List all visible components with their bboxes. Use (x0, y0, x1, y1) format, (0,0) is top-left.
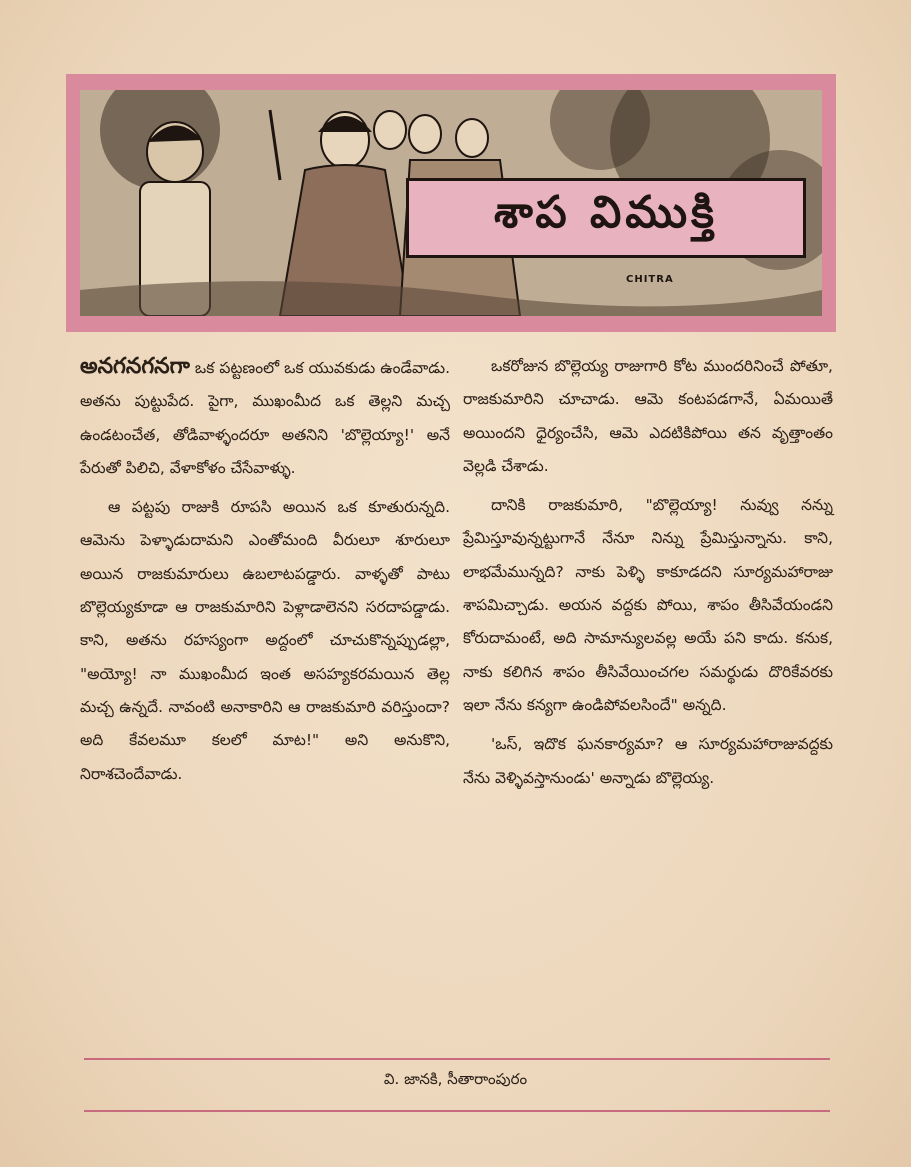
paragraph-text: దానికి రాజకుమారి, "బొల్లెయ్యా! నువ్వు నన్ను ప్రేమిస్తూవున్నట్టుగానే నేనూ నిన్ను ప్రేమిస్తున్నాను. కాని, లాభమేమున్నది? నాకు పెళ్ళి కాకూడదని సూర్యమహారాజు శాపమిచ్చాడు. అయన వద్దకు పోయి, శాపం తీసివేయండని కోరుదామంటే, అది సామాన్యులవల్ల అయే పని కాదు. కనుక, నాకు కలిగిన శాపం తీసివేయించగల సమర్థుడు దొరికేవరకు ఇలా నేను కన్యగా ఉండిపోవలసిందే" అన్నది. (463, 496, 833, 714)
paragraph (80, 350, 450, 485)
story-header-banner (66, 74, 836, 332)
right-column (463, 350, 833, 801)
paragraph-text: ఒక పట్టణంలో ఒక యువకుడు ఉండేవాడు. అతను పుట్టుపేద. పైగా, ముఖంమీద ఒక తెల్లని మచ్చ ఉండటంచేత, తోడివాళ్ళందరూ అతనిని 'బొల్లెయ్యా!' అనే పేరుతో పిలిచి, వేళాకోళం చేసేవాళ్ళు. (80, 359, 450, 477)
paragraph-text: ఒకరోజున బొల్లెయ్య రాజుగారి కోట ముందరినించే పోతూ, రాజకుమారిని చూచాడు. ఆమె కంటపడగానే, ఏమయితే అయిందని ధైర్యంచేసి, ఆమె ఎదటికిపోయి తన వృత్తాంతం వెల్లడి చేశాడు. (463, 357, 833, 475)
paragraph-text: ఆ పట్టపు రాజుకి రూపసి అయిన ఒక కూతురున్నది. ఆమెను పెళ్ళాడుదామని ఎంతోమంది వీరులూ శూరులూ అయిన రాజకుమారులు ఉబలాటపడ్డారు. వాళ్ళతో పాటు బొల్లెయ్యకూడా ఆ రాజకుమారిని పెళ్లాడాలెనని సరదాపడ్డాడు. కాని, అతను రహస్యంగా అద్దంలో చూచుకొన్నప్పుడల్లా, "అయ్యో! నా ముఖంమీద ఇంత అసహ్యకరమయిన తెల్ల మచ్చ ఉన్నదే. నావంటి అనాకారిని ఆ రాజకుమారి వరిస్తుందా? అది కేవలమూ కలలో మాట!" అని అనుకొని, నిరాశచెందేవాడు. (80, 498, 450, 783)
opening-word: అనగనగనగా (80, 353, 190, 379)
story-title-box (406, 178, 806, 258)
paragraph (463, 728, 833, 795)
story-title: శాప విముక్తి (493, 187, 719, 238)
left-column (80, 350, 450, 797)
paragraph (463, 489, 833, 722)
top-divider (84, 1058, 830, 1060)
paragraph (463, 350, 833, 483)
author-byline: వి. జానకి, సీతారాంపురం (383, 1070, 528, 1088)
bottom-divider (84, 1110, 830, 1112)
illustrator-signature: CHITRA (626, 274, 674, 285)
paragraph-text: 'ఒస్, ఇదొక ఘనకార్యమా? ఆ సూర్యమహారాజువద్దకు నేను వెళ్ళివస్తానుండు' అన్నాడు బొల్లెయ్య. (463, 735, 833, 787)
paragraph (80, 491, 450, 791)
